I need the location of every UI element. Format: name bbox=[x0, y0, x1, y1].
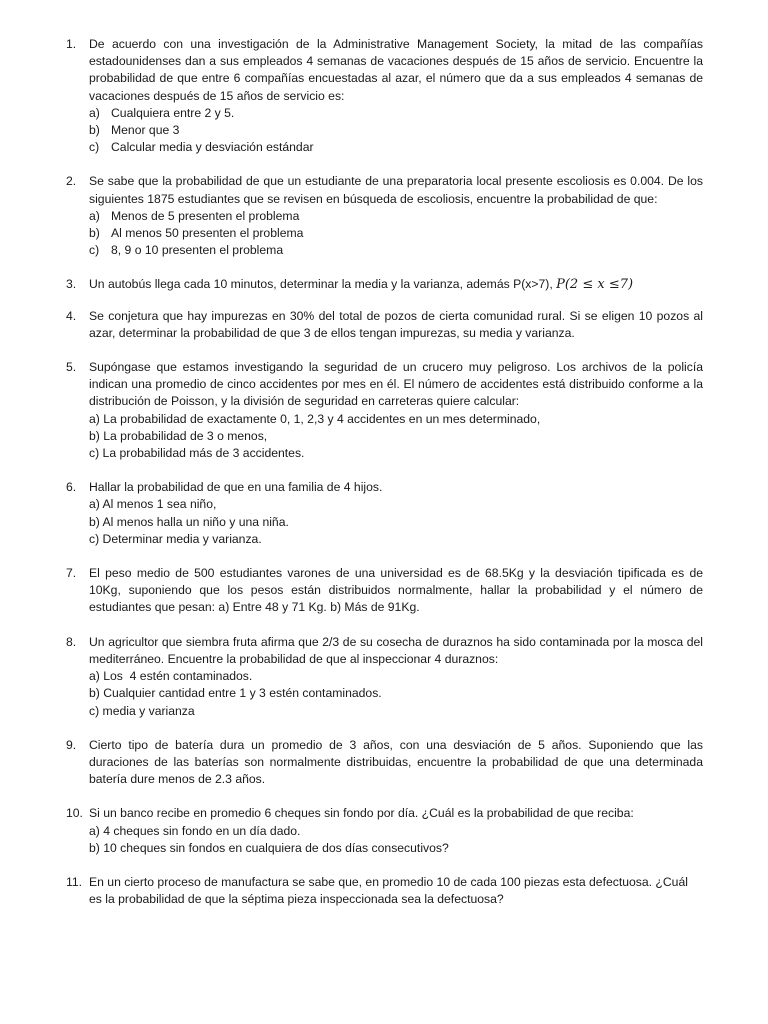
sub-item: c) Calcular media y desviación estándar bbox=[89, 140, 314, 155]
problem-6 bbox=[66, 479, 703, 548]
problem-number: 8. bbox=[66, 634, 77, 649]
sub-item: b) Cualquier cantidad entre 1 y 3 estén contaminados. bbox=[89, 686, 382, 701]
problem-text: Supóngase que estamos investigando la seguridad de un crucero muy peligroso. Los archivos de la policía indican una promedio de cinco accidentes por mes en él. El número de accidentes está distribuido conforme a la distribución de Poisson, y la división de seguridad en carreteras quiere calcular: bbox=[89, 360, 703, 409]
problem-number: 2. bbox=[66, 174, 77, 189]
problem-text: Un agricultor que siembra fruta afirma que 2/3 de su cosecha de duraznos ha sido contaminada por la mosca del mediterráneo. Encuentre la probabilidad de que al inspeccionar 4 duraznos: bbox=[89, 634, 703, 666]
problem-1 bbox=[66, 36, 703, 156]
problem-text: Se sabe que la probabilidad de que un estudiante de una preparatoria local presente escoliosis es 0.004. De los siguientes 1875 estudiantes que se revisen en búsqueda de escoliosis, encuentre la probabilidad de que: bbox=[89, 174, 703, 206]
sub-item: a) Menos de 5 presenten el problema bbox=[89, 208, 300, 223]
problem-8 bbox=[66, 634, 703, 720]
problem-text: El peso medio de 500 estudiantes varones de una universidad es de 68.5Kg y la desviación tipificada es de 10Kg, suponiendo que los pesos están distribuidos normalmente, hallar la probabilidad y el número de estudiantes que pesan: a) Entre 48 y 71 Kg. b) Más de 91Kg. bbox=[89, 566, 703, 615]
sub-item: b) La probabilidad de 3 o menos, bbox=[89, 428, 268, 443]
problem-number: 1. bbox=[66, 37, 77, 51]
problem-7 bbox=[66, 565, 703, 617]
problem-text: Si un banco recibe en promedio 6 cheques sin fondo por día. ¿Cuál es la probabilidad de que reciba: bbox=[89, 806, 634, 821]
sub-item: b) Al menos 50 presenten el problema bbox=[89, 226, 304, 241]
problem-number: 6. bbox=[66, 480, 77, 495]
problem-text: En un cierto proceso de manufactura se sabe que, en promedio 10 de cada 100 piezas esta defectuosa. ¿Cuál es la probabilidad de que la séptima pieza inspeccionada sea la defectuosa? bbox=[89, 874, 688, 907]
problem-number: 7. bbox=[66, 566, 77, 581]
problem-number: 4. bbox=[66, 308, 77, 323]
problem-text: De acuerdo con una investigación de la Administrative Management Society, la mitad de las compañías estadounidenses dan a sus empleados 4 semanas de vacaciones después de 15 años de servicio. Encuentre la probabilidad de que entre 6 compañías encuestadas al azar, el número que da a sus empleados 4 semanas de vacaciones después de 15 años de servicio es: bbox=[89, 37, 703, 103]
sub-item: b) Al menos halla un niño y una niña. bbox=[89, 514, 289, 529]
problem-number: 5. bbox=[66, 360, 77, 375]
problem-11 bbox=[66, 874, 703, 908]
problem-text: Cierto tipo de batería dura un promedio de 3 años, con una desviación de 5 años. Suponiendo que las duraciones de las baterías son normalmente distribuidas, encuentre la probabilidad de que una determinada batería dure menos de 2.3 años. bbox=[89, 737, 703, 787]
problem-5 bbox=[66, 359, 703, 462]
problem-number: 9. bbox=[66, 737, 77, 752]
problem-number: 11. bbox=[66, 874, 83, 889]
sub-item: a) Los 4 estén contaminados. bbox=[89, 669, 253, 684]
problem-number: 3. bbox=[66, 277, 77, 292]
problem-9 bbox=[66, 737, 703, 789]
problem-3 bbox=[66, 276, 703, 293]
problem-text: Hallar la probabilidad de que en una familia de 4 hijos. bbox=[89, 480, 383, 495]
sub-item: c) 8, 9 o 10 presenten el problema bbox=[89, 243, 284, 258]
sub-item: a) 4 cheques sin fondo en un día dado. bbox=[89, 823, 301, 838]
problem-number: 10. bbox=[66, 806, 83, 821]
sub-item: b) 10 cheques sin fondos en cualquiera de dos días consecutivos? bbox=[89, 840, 449, 855]
problem-4 bbox=[66, 308, 703, 342]
sub-item: a) La probabilidad de exactamente 0, 1, 2,3 y 4 accidentes en un mes determinado, bbox=[89, 411, 541, 426]
problem-10 bbox=[66, 805, 703, 857]
sub-item: c) Determinar media y varianza. bbox=[89, 531, 262, 546]
problem-text: Se conjetura que hay impurezas en 30% del total de pozos de cierta comunidad rural. Si se eligen 10 pozos al azar, determinar la probabilidad de que 3 de ellos tengan impurezas, su media y varianza. bbox=[89, 308, 703, 340]
math-expression: P(2 ≤ x ≤7) bbox=[556, 277, 634, 293]
problem-text: Un autobús llega cada 10 minutos, determinar la media y la varianza, además P(x>7), P(2 ≤ x ≤7) bbox=[89, 277, 634, 293]
problem-2 bbox=[66, 173, 703, 259]
exercise-list bbox=[66, 36, 703, 925]
sub-item: c) La probabilidad más de 3 accidentes. bbox=[89, 446, 305, 461]
sub-item: a) Cualquiera entre 2 y 5. bbox=[89, 105, 235, 120]
sub-item: b) Menor que 3 bbox=[89, 123, 180, 138]
sub-item: a) Al menos 1 sea niño, bbox=[89, 497, 217, 512]
sub-item: c) media y varianza bbox=[89, 703, 195, 718]
